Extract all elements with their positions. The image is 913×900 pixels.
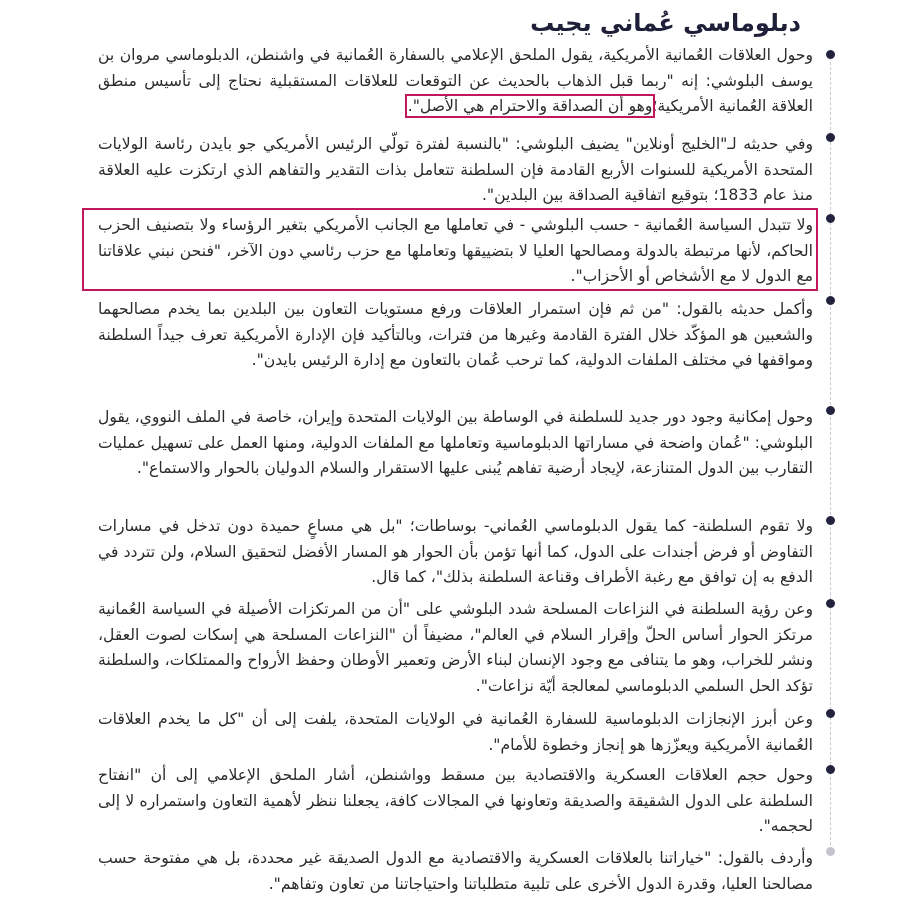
bullet-dot [826, 516, 835, 525]
paragraph-highlighted: ولا تتبدل السياسة العُمانية - حسب البلوشي - في تعاملها مع الجانب الأمريكي بتغير الرؤساء ولا بتصنيف الحزب الحاكم، لأنها مرتبطة بالدولة ومصالحها العليا لا بتضييقها وتعاملها مع حزب رئاسي دون الآخر، "فنحن نبني علاقاتنا مع الدول لا مع الأشخاص أو الأحزاب". [98, 216, 813, 285]
bullet-dot [826, 296, 835, 305]
bullet-dot [826, 406, 835, 415]
timeline-line [830, 52, 831, 850]
bullet-dot [826, 50, 835, 59]
bullet-dot [826, 709, 835, 718]
bullet-dot [826, 599, 835, 608]
paragraph [98, 43, 813, 120]
bullet-dot [826, 847, 835, 856]
paragraph: وأكمل حديثه بالقول: "من ثم فإن استمرار العلاقات ورفع مستويات التعاون بين البلدين بما يخدم مصالحهما والشعبين هو المؤكّد خلال الفترة القادمة وغيرها من فترات، وبالتأكيد فإن الإدارة الأمريكية تعرف جيداً السلطنة ومواقفها في مختلف الملفات الدولية، كما ترحب عُمان بالتعاون مع إدارة الرئيس بايدن". [98, 300, 813, 369]
paragraph: وحول حجم العلاقات العسكرية والاقتصادية بين مسقط وواشنطن، أشار الملحق الإعلامي إلى أن "انفتاح السلطنة على الدول الشقيقة والصديقة وتعاونها في المجالات كافة، يجعلنا ننظر لأهمية التعاون واستمراره لا إلى لحجمه". [98, 766, 813, 835]
paragraph-text: وحول العلاقات العُمانية الأمريكية، يقول الملحق الإعلامي بالسفارة العُمانية في واشنطن، الدبلوماسي مروان بن يوسف البلوشي: إنه "ربما قبل الذهاب بالحديث عن التوقعات للعلاقات المستقبلية نحتاج إلى تأسيس منطق العلاقة العُمانية الأمريكية؛ [98, 46, 813, 115]
bullet-dot [826, 133, 835, 142]
bullet-dot [826, 765, 835, 774]
paragraph: وعن رؤية السلطنة في النزاعات المسلحة شدد البلوشي على "أن من المرتكزات الأصيلة في السياسة العُمانية مرتكز الحوار أساس الحلّ وإقرار السلام في العالم"، مضيفاً أن "النزاعات المسلحة هي إسكات لصوت العقل، ونشر للخراب، وهو ما يتنافى مع وجود الإنسان لبناء الأرض وتعمير الأوطان وحفظ الأرواح والممتلكات، والسلطنة تؤكد الحل السلمي الدبلوماسي لمعالجة أيّة نزاعات". [98, 600, 813, 695]
paragraph: وفي حديثه لـ"الخليج أونلاين" يضيف البلوشي: "بالنسبة لفترة تولّي الرئيس الأمريكي جو بايدن رئاسة الولايات المتحدة الأمريكية للسنوات الأربع القادمة فإن السلطنة تتعامل بذات التقدير والتفاهم الذي ارتكزت عليه العلاقة منذ عام 1833؛ بتوقيع اتفاقية الصداقة بين البلدين". [98, 135, 813, 204]
paragraph: وأردف بالقول: "خياراتنا بالعلاقات العسكرية والاقتصادية مع الدول الصديقة غير محددة، بل هي مفتوحة حسب مصالحنا العليا، وقدرة الدول الأخرى على تلبية متطلباتنا واحتياجاتنا من تعاون وتفاهم". [98, 849, 813, 893]
paragraph: ولا تقوم السلطنة- كما يقول الدبلوماسي العُماني- بوساطات؛ "بل هي مساعٍ حميدة دون تدخل في مسارات التفاوض أو فرض أجندات على الدول، كما أنها تؤمن بأن الحوار هو المسار الأفضل لتحقيق السلام، ولن تتردد في الدفع به إن توافق مع رغبة الأطراف وقناعة السلطنة بذلك"، كما قال. [98, 517, 813, 586]
highlighted-quote: وهو أن الصداقة والاحترام هي الأصل". [407, 97, 653, 115]
bullet-dot [826, 214, 835, 223]
article-heading: دبلوماسي عُماني يجيب [530, 9, 801, 37]
paragraph: وحول إمكانية وجود دور جديد للسلطنة في الوساطة بين الولايات المتحدة وإيران، خاصة في الملف النووي، يقول البلوشي: "عُمان واضحة في مساراتها الدبلوماسية وتعاملها مع الملفات الدولية، ومنها العمل على تسهيل عمليات التقارب بين الدول المتنازعة، لإيجاد أرضية تفاهم يُبنى عليها الاستقرار والسلام الدوليان بالحوار والاستماع". [98, 408, 813, 477]
paragraph: وعن أبرز الإنجازات الدبلوماسية للسفارة العُمانية في الولايات المتحدة، يلفت إلى أن "كل ما يخدم العلاقات العُمانية الأمريكية ويعزّزها هو إنجاز وخطوة للأمام". [98, 710, 813, 754]
